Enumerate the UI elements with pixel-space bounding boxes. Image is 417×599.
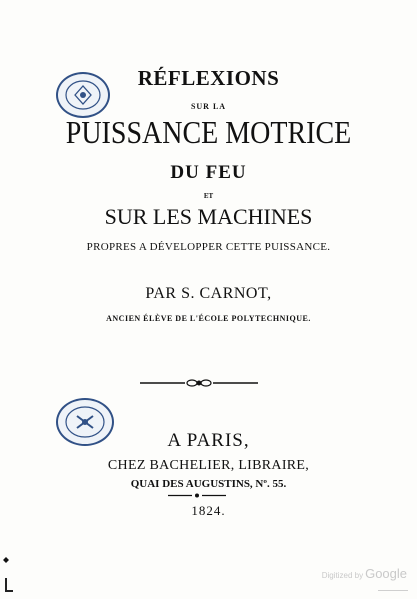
ornament-divider — [140, 377, 258, 389]
short-rule-divider — [168, 493, 226, 498]
subtitle-line: PROPRES A DÉVELOPPER CETTE PUISSANCE. — [86, 241, 331, 253]
title-line-puissance-motrice: PUISSANCE MOTRICE — [65, 115, 352, 152]
title-line-sur-les-machines: SUR LES MACHINES — [104, 204, 313, 229]
title-line-reflexions: RÉFLEXIONS — [137, 66, 280, 90]
author-note: ANCIEN ÉLÈVE DE L'ÉCOLE POLYTECHNIQUE. — [106, 314, 311, 323]
title-line-sur-la: SUR LA — [190, 102, 227, 111]
title-line-et: ET — [203, 192, 214, 200]
imprint-publisher: CHEZ BACHELIER, LIBRAIRE, — [107, 458, 310, 473]
imprint-city: A PARIS, — [167, 430, 250, 451]
imprint-year: 1824. — [191, 503, 226, 518]
watermark-prefix: Digitized by — [321, 571, 364, 580]
margin-bracket-foot — [5, 590, 13, 592]
digitized-watermark — [322, 566, 407, 581]
margin-mark — [3, 557, 9, 563]
imprint-address: QUAI DES AUGUSTINS, Nº. 55. — [130, 478, 287, 490]
title-line-du-feu: DU FEU — [170, 162, 247, 183]
watermark-brand: Google — [365, 566, 407, 581]
page-edge-line — [378, 590, 408, 591]
author-line: PAR S. CARNOT, — [145, 285, 272, 302]
